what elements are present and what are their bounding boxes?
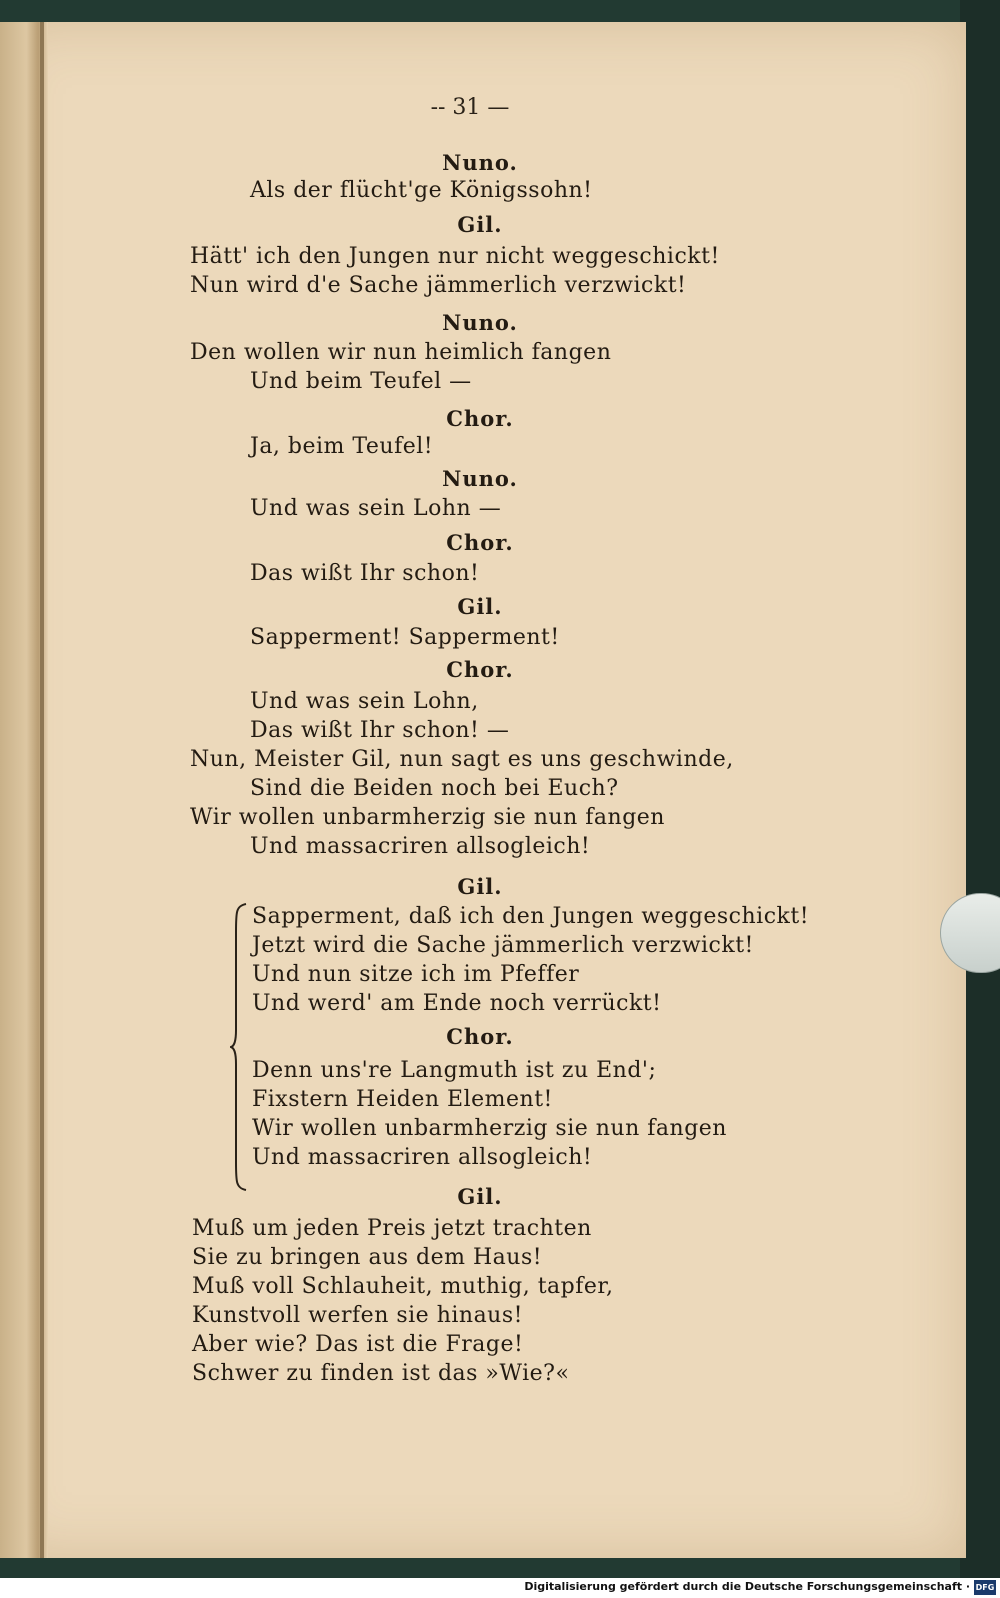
speaker-label: Nuno. [442,310,518,335]
background-edge [960,0,1000,1578]
verse-line: Das wißt Ihr schon! — [250,718,510,743]
spine-fold [40,22,44,1558]
verse-line: Und nun sitze ich im Pfeffer [252,962,580,987]
verse-line: Sind die Beiden noch bei Euch? [250,776,619,801]
speaker-label: Chor. [446,406,514,431]
footer-credit: Digitalisierung gefördert durch die Deutsche Forschungsgemeinschaft · [524,1580,970,1593]
speaker-label: Gil. [457,212,503,237]
verse-line: Als der flücht'ge Königssohn! [250,178,593,203]
speaker-label: Chor. [446,657,514,682]
verse-brace [230,902,248,1192]
speaker-label: Gil. [457,874,503,899]
speaker-label: Nuno. [442,466,518,491]
verse-line: Denn uns're Langmuth ist zu End'; [252,1058,657,1083]
speaker-label: Gil. [457,1184,503,1209]
verse-line: Schwer zu finden ist das »Wie?« [192,1361,570,1386]
verse-line: Ja, beim Teufel! [250,434,434,459]
verse-line: Das wißt Ihr schon! [250,561,480,586]
verse-line: Kunstvoll werfen sie hinaus! [192,1303,523,1328]
verse-line: Hätt' ich den Jungen nur nicht weggeschickt! [190,244,720,269]
verse-line: Und beim Teufel — [250,369,472,394]
verse-line: Und werd' am Ende noch verrückt! [252,991,662,1016]
verse-line: Muß um jeden Preis jetzt trachten [192,1216,592,1241]
verse-line: Und was sein Lohn, [250,689,479,714]
verse-line: Und was sein Lohn — [250,496,502,521]
verse-line: Den wollen wir nun heimlich fangen [190,340,612,365]
speaker-label: Chor. [446,530,514,555]
verse-line: Aber wie? Das ist die Frage! [192,1332,524,1357]
verse-line: Sie zu bringen aus dem Haus! [192,1245,543,1270]
verse-line: Wir wollen unbarmherzig sie nun fangen [190,805,665,830]
digitization-footer [0,1578,1000,1598]
speaker-label: Gil. [457,594,503,619]
verse-line: Sapperment, daß ich den Jungen weggeschickt! [252,904,810,929]
verse-line: Fixstern Heiden Element! [252,1087,553,1112]
speaker-label: Chor. [446,1024,514,1049]
verse-line: Jetzt wird die Sache jämmerlich verzwickt! [252,933,754,958]
verse-line: Nun wird d'e Sache jämmerlich verzwickt! [190,273,687,298]
verse-line: Nun, Meister Gil, nun sagt es uns geschwinde, [190,747,734,772]
verse-line: Muß voll Schlauheit, muthig, tapfer, [192,1274,614,1299]
verse-line: Sapperment! Sapperment! [250,625,560,650]
speaker-label: Nuno. [442,150,518,175]
dfg-logo: DFG [974,1580,996,1595]
verse-line: Wir wollen unbarmherzig sie nun fangen [252,1116,727,1141]
verse-line: Und massacriren allsogleich! [252,1145,593,1170]
page-number: -- 31 — [430,95,510,120]
verse-line: Und massacriren allsogleich! [250,834,591,859]
